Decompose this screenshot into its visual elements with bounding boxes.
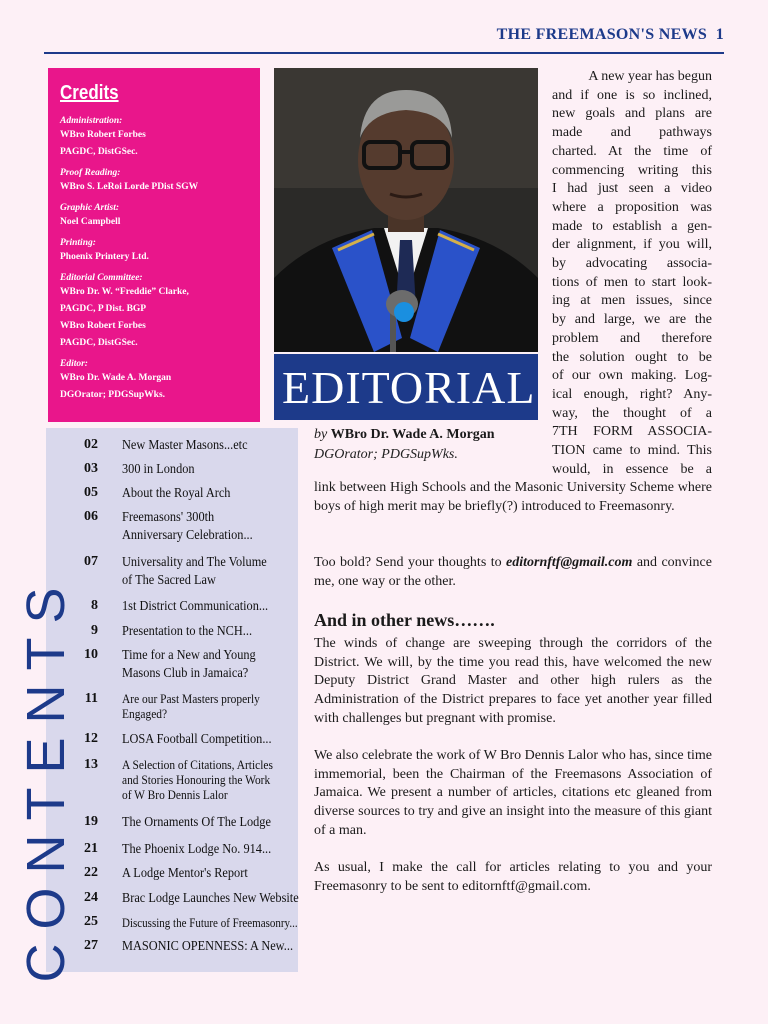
column-line: 7TH FORM ASSOCIA-	[552, 424, 712, 440]
toc-page-number: 22	[84, 865, 98, 880]
column-line: by and large, we are the	[552, 312, 712, 328]
editor-photo	[274, 68, 538, 352]
column-line: ical enough, right? Any-	[552, 386, 712, 402]
toc-page-number: 25	[84, 914, 98, 929]
byline	[314, 425, 495, 465]
toc-page-number: 9	[91, 623, 98, 638]
toc-title[interactable]: Universality and The Volume	[122, 555, 267, 570]
paragraph-text: The winds of change are sweeping through the corridors of the District. We will, by the time you read this, have welcomed the new Deputy District Grand Master and other high rulers as the Administration of the District prepares to face yet another year filled with challenges but pregnant with promise.	[314, 636, 712, 726]
column-line: where a proposition was	[552, 199, 712, 215]
editorial-paragraph-2	[314, 554, 712, 591]
toc-page-number: 07	[84, 554, 98, 569]
credit-name: DGOrator; PDGSupWks.	[60, 390, 166, 400]
header-rule	[44, 52, 724, 54]
column-line: and if one is so inclined,	[552, 87, 712, 103]
toc-page-number: 21	[84, 841, 98, 856]
editorial-banner	[274, 354, 538, 420]
subhead-other-news: And in other news…….	[314, 610, 495, 630]
credit-role: Proof Reading:	[60, 168, 121, 178]
toc-title[interactable]: Freemasons' 300th	[122, 510, 215, 525]
column-line: made and pathways	[552, 125, 712, 141]
toc-title[interactable]: and Stories Honouring the Work	[122, 772, 271, 787]
toc-title[interactable]: of The Sacred Law	[122, 573, 216, 588]
credit-name: WBro Robert Forbes	[60, 321, 146, 331]
credit-role: Administration:	[60, 116, 123, 126]
credit-name: Phoenix Printery Ltd.	[60, 252, 149, 262]
toc-title[interactable]: 300 in London	[122, 462, 195, 477]
column-line: der alignment, if you will,	[552, 237, 712, 253]
paragraph-text: link between High Schools and the Masonic University Scheme where boys of high merit may be briefly(?) introduced to Freemasonry.	[314, 480, 712, 514]
column-line: TION came to mind. This	[552, 443, 712, 459]
toc-title[interactable]: The Phoenix Lodge No. 914...	[122, 842, 272, 857]
column-line: problem and therefore	[552, 330, 712, 346]
credit-name: PAGDC, DistGSec.	[60, 338, 138, 348]
column-line: I had just seen a video	[552, 181, 712, 197]
credit-name: WBro Robert Forbes	[60, 130, 146, 140]
toc-title[interactable]: Presentation to the NCH...	[122, 624, 253, 639]
paragraph-text: As usual, I make the call for articles relating to you and your Freemasonry to be sent to editornftf@gmail.com.	[314, 860, 712, 894]
column-line: by advocating associa-	[552, 256, 712, 272]
toc-page-number: 06	[84, 509, 98, 524]
toc-title[interactable]: Anniversary Celebration...	[122, 528, 253, 543]
toc-title[interactable]: of W Bro Dennis Lalor	[122, 787, 228, 802]
editor-email-link[interactable]: editornftf@gmail.com	[506, 555, 633, 570]
credit-role: Printing:	[60, 238, 96, 248]
credit-role: Editorial Committee:	[60, 273, 143, 283]
credit-role: Editor:	[60, 359, 88, 369]
column-line: ing at men issues, since	[552, 293, 712, 309]
credit-role: Graphic Artist:	[60, 203, 120, 213]
editorial-paragraph-3	[314, 635, 712, 729]
byline-by: by	[314, 427, 328, 442]
toc-title[interactable]: Engaged?	[122, 706, 168, 721]
column-line: of our own making. Log-	[552, 368, 712, 384]
toc-page-number: 03	[84, 461, 98, 476]
credits-box	[48, 68, 260, 422]
editorial-paragraph-1-cont	[314, 479, 712, 516]
toc-title[interactable]: LOSA Football Competition...	[122, 732, 272, 747]
column-line: A new year has begun	[588, 69, 712, 84]
paragraph-text: Too bold? Send your thoughts to	[314, 555, 507, 570]
column-line: would, in essence be a	[552, 461, 712, 477]
column-line: the solution ought to be	[552, 349, 712, 365]
toc-page-number: 13	[84, 757, 98, 772]
toc-title[interactable]: MASONIC OPENNESS: A New...	[122, 939, 294, 954]
masthead-title: THE FREEMASON'S NEWS 1	[496, 26, 724, 43]
masthead	[0, 26, 724, 50]
column-line: commencing writing this	[552, 162, 712, 178]
editorial-paragraph-4	[314, 747, 712, 841]
credit-name: WBro Dr. W. “Freddie” Clarke,	[60, 287, 189, 297]
credit-name: PAGDC, DistGSec.	[60, 147, 138, 157]
toc-page-number: 10	[84, 647, 98, 662]
toc-title[interactable]: A Selection of Citations, Articles	[122, 757, 273, 772]
column-line: way, the thought of a	[552, 405, 712, 421]
toc-page-number: 27	[84, 938, 98, 953]
credits-heading: Credits	[60, 82, 119, 104]
credits-list	[60, 115, 248, 404]
column-line: made to establish a gen-	[552, 218, 712, 234]
toc-page-number: 05	[84, 485, 98, 500]
contents-label	[6, 573, 86, 983]
paragraph-text: We also celebrate the work of W Bro Dennis Lalor who has, since time immemorial, been the Chairman of the Freemasons Association of Jamaica. We present a number of articles, citations etc gleaned from diverse sources to try and give an insight into the measure of this giant of a man.	[314, 748, 713, 838]
credit-name: Noel Campbell	[60, 217, 121, 227]
editorial-banner-text: EDITORIAL	[282, 361, 536, 413]
credit-name: PAGDC, P Dist. BGP	[60, 304, 147, 314]
toc-page-number: 19	[84, 814, 98, 829]
toc-title[interactable]: The Ornaments Of The Lodge	[122, 815, 271, 830]
column-line: tions of men to start look-	[552, 274, 712, 290]
byline-title: DGOrator; PDGSupWks.	[314, 447, 458, 462]
toc-title[interactable]: About the Royal Arch	[122, 486, 231, 501]
credit-name: WBro S. LeRoi Lorde PDist SGW	[60, 182, 199, 192]
toc-page-number: 02	[84, 437, 98, 452]
toc-page-number: 12	[84, 731, 98, 746]
toc-title[interactable]: Discussing the Future of Freemasonry...	[122, 916, 298, 930]
paragraph-text: and convince me, one way or the other.	[314, 555, 712, 589]
column-line: charted. At the time of	[552, 143, 712, 159]
toc-title[interactable]: Are our Past Masters properly	[122, 691, 260, 706]
toc-title[interactable]: A Lodge Mentor's Report	[122, 866, 248, 881]
editorial-column-text	[552, 68, 712, 479]
toc-title[interactable]: Time for a New and Young	[122, 648, 256, 663]
toc-title[interactable]: 1st District Communication...	[122, 599, 269, 614]
column-line: new goals and plans are	[552, 106, 712, 122]
toc-page-number: 11	[84, 691, 98, 706]
credit-name: WBro Dr. Wade A. Morgan	[60, 373, 172, 383]
editorial-paragraph-5	[314, 859, 712, 896]
toc-page-number: 8	[91, 598, 98, 613]
toc-title[interactable]: New Master Masons...etc	[122, 438, 248, 453]
toc-title[interactable]: Masons Club in Jamaica?	[122, 666, 249, 681]
toc-title[interactable]: Brac Lodge Launches New Website	[122, 891, 299, 906]
toc-page-number: 24	[84, 890, 98, 905]
byline-name: WBro Dr. Wade A. Morgan	[330, 427, 495, 442]
editor-portrait-image	[274, 68, 538, 352]
contents-label-text: CONTENTS	[16, 573, 76, 983]
